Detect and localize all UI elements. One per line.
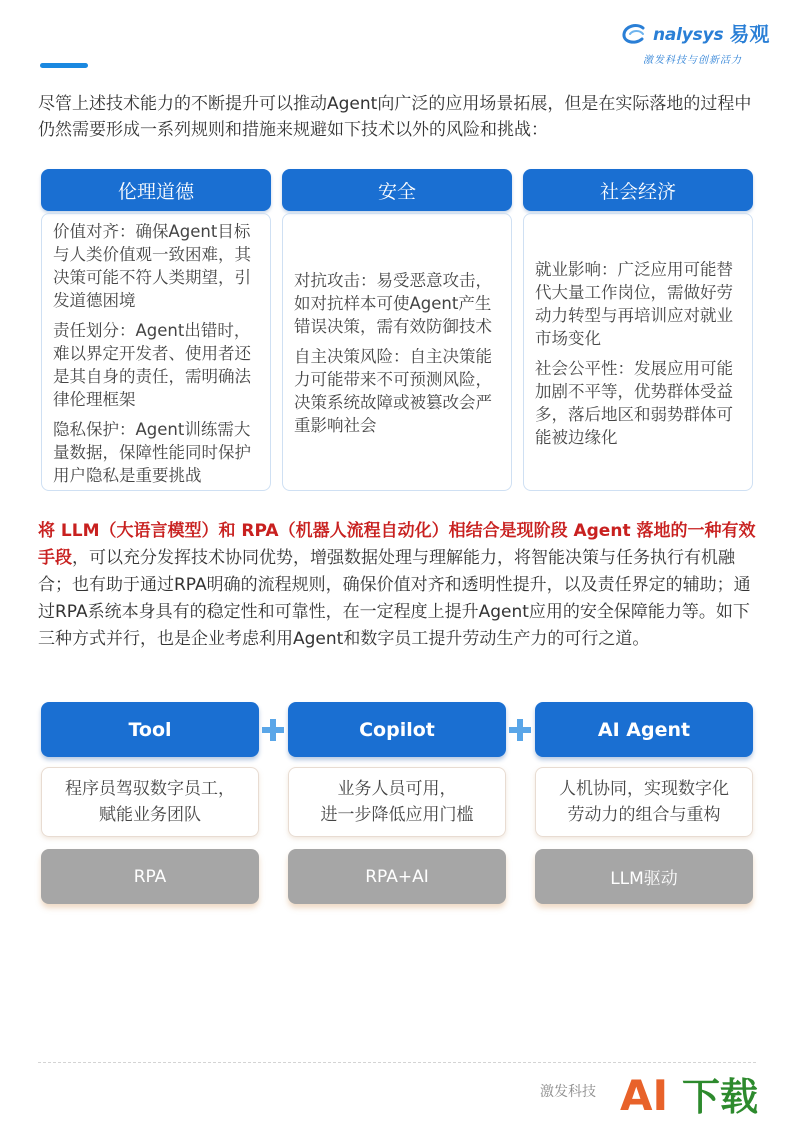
mode-description-line: 进一步降低应用门槛 [320,805,474,825]
risk-item: 责任划分：Agent出错时，难以界定开发者、使用者还是其自身的责任，需明确法律伦理框架 [53,320,251,409]
mode-description-line: 业务人员可用， [337,779,457,799]
intro-paragraph: 尽管上述技术能力的不断提升可以推动Agent向广泛的应用场景拓展，但是在实际落地的过程中仍然需要形成一系列规则和措施来规避如下技术以外的风险和挑战： [38,94,752,140]
mode-description-line: 程序员驾驭数字员工， [65,779,235,799]
risk-item: 对抗攻击：易受恶意攻击，如对抗样本可使Agent产生错误决策，需有效防御技术 [294,271,492,336]
risk-item: 就业影响：广泛应用可能替代大量工作岗位，需做好劳动力转型与再培训应对就业市场变化 [535,259,733,348]
risk-item: 自主决策风险：自主决策能力可能带来不可预测风险，决策系统故障或被篡改会严重影响社会 [294,347,492,435]
mode-title: AI Agent [535,702,753,757]
mode-description-line: 人机协同，实现数字化 [559,779,729,799]
risk-card-security [282,169,512,491]
title-accent-bar [40,63,88,68]
risk-card-socioeconomic [523,169,753,491]
mode-tech-label: RPA [41,849,259,904]
logo-swirl-icon [621,20,653,48]
mode-description [41,767,259,837]
risk-card-body [523,213,753,491]
mode-title: Tool [41,702,259,757]
footer-text: 激发科技 [540,1084,596,1100]
risk-card-ethics [41,169,271,491]
ai-download-watermark-icon [620,1068,760,1118]
mode-tech-label: LLM驱动 [535,849,753,904]
summary-body: ，可以充分发挥技术协同优势，增强数据处理与理解能力，将智能决策与任务执行有机融合；也有助于通过RPA明确的流程规则，确保价值对齐和透明性提升，以及责任界定的辅助；通过RPA系统本身具有的稳定性和可靠性，在一定程度上提升Agent应用的安全保障能力等。如下三种方式并行，也是企业考虑利用Agent和数字员工提升劳动生产力的可行之道。 [38,548,751,649]
mode-description [535,767,753,837]
mode-copilot [288,702,506,904]
logo-chinese: 易观 [729,22,770,46]
plus-icon [507,717,533,743]
logo-word: nalysys [653,25,724,45]
mode-tool [41,702,259,904]
risk-item: 隐私保护：Agent训练需大量数据，保障性能同时保护用户隐私是重要挑战 [53,419,251,485]
mode-title: Copilot [288,702,506,757]
plus-icon [260,717,286,743]
mode-tech-label: RPA+AI [288,849,506,904]
risk-card-title: 伦理道德 [41,169,271,211]
risk-item: 社会公平性：发展应用可能加剧不平等，优势群体受益多，落后地区和弱势群体可能被边缘化 [535,358,733,447]
logo-slogan: 激发科技与创新活力 [643,55,742,66]
analysys-logo [621,18,771,68]
mode-description-line: 赋能业务团队 [99,805,201,825]
footer-divider [38,1062,756,1063]
logo-wordmark [621,18,769,48]
mode-ai-agent [535,702,753,904]
summary-paragraph [38,518,758,653]
risk-card-body [41,213,271,491]
risk-item: 价值对齐：确保Agent目标与人类价值观一致困难，其决策可能不符人类期望，引发道德困境 [53,221,251,310]
mode-description [288,767,506,837]
mode-description-line: 劳动力的组合与重构 [567,805,721,825]
risk-card-title: 社会经济 [523,169,753,211]
risk-card-body [282,213,512,491]
watermark-chinese: 下载 [682,1075,759,1118]
watermark-letters: AI [620,1071,669,1118]
risk-card-title: 安全 [282,169,512,211]
summary-highlight: 将 LLM（大语言模型）和 RPA（机器人流程自动化）相结合是现阶段 Agent 落地的一种有效手段 [38,521,756,568]
